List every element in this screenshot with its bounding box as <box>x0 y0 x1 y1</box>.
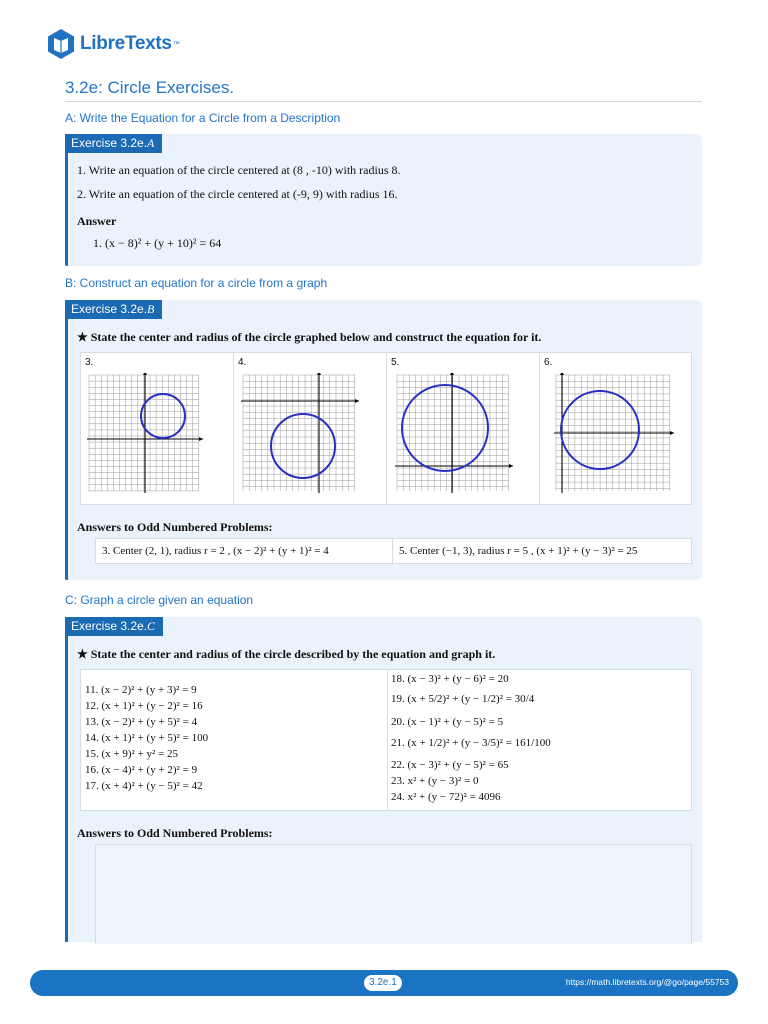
graph-6 <box>552 373 676 495</box>
problem-23: 23. x² + (y − 3)² = 0 <box>391 775 479 787</box>
exercise-a-tab-label: Exercise 3.2e. <box>71 136 148 150</box>
axes <box>395 373 513 493</box>
page-title: 3.2e: Circle Exercises. <box>65 78 235 97</box>
exercise-b-box <box>65 300 702 580</box>
exercise-a-tab <box>65 134 162 153</box>
grid-lines <box>89 375 199 491</box>
graphed-circle <box>141 394 185 438</box>
logo-tm: ™ <box>172 40 180 48</box>
section-b-heading[interactable]: B: Construct an equation for a circle from a graph <box>65 276 328 290</box>
section-c-heading[interactable]: C: Graph a circle given an equation <box>65 593 254 607</box>
problem-11: 11. (x − 2)² + (y + 3)² = 9 <box>85 684 197 696</box>
problems-table <box>80 669 692 811</box>
grid-lines <box>397 375 509 491</box>
graph-4 <box>239 373 359 495</box>
exercise-c-answers-label[interactable]: Answers to Odd Numbered Problems: <box>77 826 273 840</box>
problem-18: 18. (x − 3)² + (y − 6)² = 20 <box>391 673 509 685</box>
footer-page-number: 3.2e.1 <box>364 975 402 991</box>
exercise-c-tab-letter: C <box>147 619 156 633</box>
problem-15: 15. (x + 9)² + y² = 25 <box>85 748 179 760</box>
section-a-heading[interactable]: A: Write the Equation for a Circle from a Description <box>65 111 341 125</box>
exercise-c-answers-area <box>95 844 692 944</box>
logo-text: LibreTexts <box>80 33 172 54</box>
axes <box>87 373 203 493</box>
graph-number-5: 5. <box>391 357 400 368</box>
exercise-c-tab <box>65 617 163 636</box>
exercise-b-answers-table <box>95 538 692 564</box>
problem-13: 13. (x − 2)² + (y + 5)² = 4 <box>85 716 198 728</box>
libretexts-logo[interactable] <box>46 26 180 62</box>
graph-panel <box>80 352 692 505</box>
graph-number-6: 6. <box>544 357 553 368</box>
exercise-b-tab-letter: B <box>147 302 155 316</box>
graph-number-3: 3. <box>85 357 94 368</box>
exercise-c-box <box>65 617 702 942</box>
graph-cell-6 <box>540 353 693 504</box>
problem-24: 24. x² + (y − 72)² = 4096 <box>391 791 501 803</box>
exercise-b-answers-label[interactable]: Answers to Odd Numbered Problems: <box>77 520 273 534</box>
problem-20: 20. (x − 1)² + (y − 5)² = 5 <box>391 716 504 728</box>
problem-21: 21. (x + 1/2)² + (y − 3/5)² = 161/100 <box>391 737 551 749</box>
exercise-c-instruction: ★ State the center and radius of the circle described by the equation and graph it. <box>77 647 496 661</box>
graph-cell-4 <box>234 353 387 504</box>
exercise-a-question-1: 1. Write an equation of the circle centered at (8 , -10) with radius 8. <box>77 163 401 177</box>
exercise-b-instruction: ★ State the center and radius of the circle graphed below and construct the equation for it. <box>77 330 542 344</box>
graph-3 <box>87 373 205 495</box>
problem-19: 19. (x + 5/2)² + (y − 1/2)² = 30/4 <box>391 693 535 705</box>
exercise-a-question-2: 2. Write an equation of the circle centered at (-9, 9) with radius 16. <box>77 187 398 201</box>
problem-14: 14. (x + 1)² + (y + 5)² = 100 <box>85 732 209 744</box>
problem-12: 12. (x + 1)² + (y − 2)² = 16 <box>85 700 203 712</box>
exercise-a-answer-label[interactable]: Answer <box>77 214 117 228</box>
libretexts-logo-icon <box>46 28 76 60</box>
footer-url[interactable]: https://math.libretexts.org/@go/page/55753 <box>565 977 729 987</box>
axes <box>241 373 359 493</box>
problem-22: 22. (x − 3)² + (y − 5)² = 65 <box>391 759 509 771</box>
problem-17: 17. (x + 4)² + (y − 5)² = 42 <box>85 780 203 792</box>
problems-left-column <box>81 670 387 810</box>
answer-3: 3. Center (2, 1), radius r = 2 , (x − 2)² + (y + 1)² = 4 <box>96 539 393 563</box>
graph-cell-3 <box>81 353 234 504</box>
problem-16: 16. (x − 4)² + (y + 2)² = 9 <box>85 764 198 776</box>
graph-5 <box>395 373 513 495</box>
graphed-circle <box>402 385 488 471</box>
graph-cell-5 <box>387 353 540 504</box>
grid-lines <box>243 375 355 491</box>
exercise-c-tab-label: Exercise 3.2e. <box>71 619 148 633</box>
page-footer <box>30 970 738 996</box>
exercise-b-tab <box>65 300 162 319</box>
exercise-b-tab-label: Exercise 3.2e. <box>71 302 148 316</box>
axes <box>554 373 674 493</box>
graphed-circle <box>271 414 335 478</box>
exercise-a-answer-1: 1. (x − 8)² + (y + 10)² = 64 <box>93 236 222 250</box>
problems-right-column <box>387 670 693 810</box>
exercise-a-box <box>65 134 702 266</box>
exercise-a-tab-letter: A <box>147 136 155 150</box>
answer-5: 5. Center (−1, 3), radius r = 5 , (x + 1)² + (y − 3)² = 25 <box>399 545 638 557</box>
title-divider <box>65 101 702 102</box>
graph-number-4: 4. <box>238 357 247 368</box>
